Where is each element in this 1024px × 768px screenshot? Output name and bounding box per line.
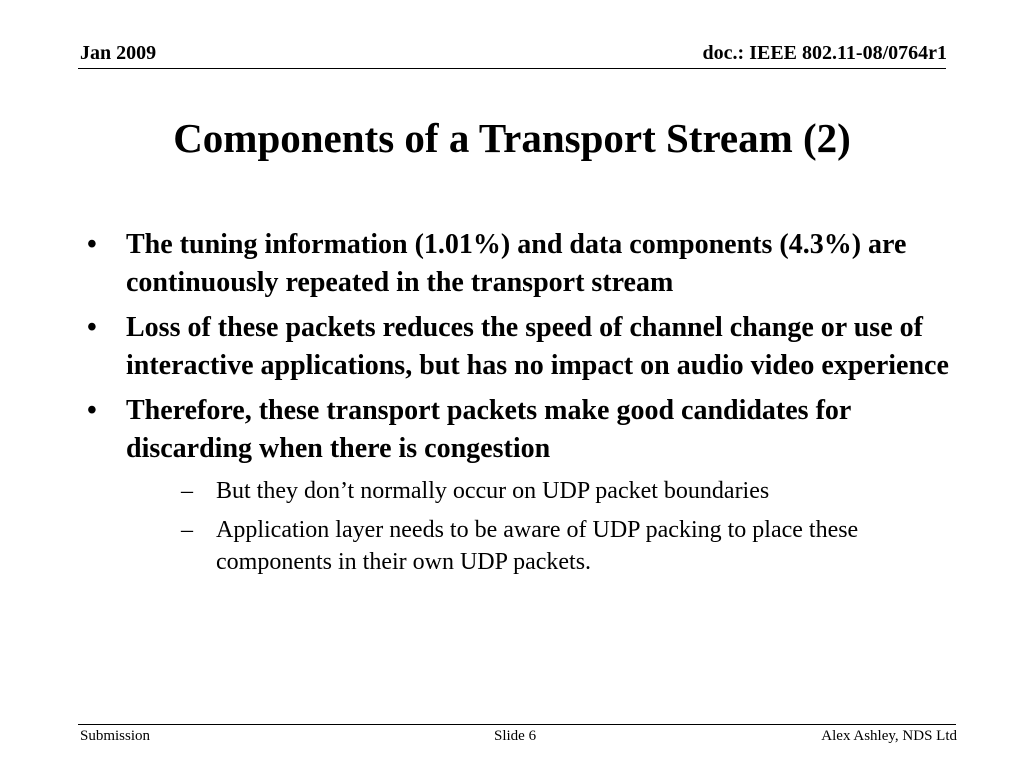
footer-author: Alex Ashley, NDS Ltd bbox=[821, 728, 957, 744]
bullet-item bbox=[80, 309, 950, 385]
sub-bullet-marker: – bbox=[181, 517, 193, 543]
slide-title: Components of a Transport Stream (2) bbox=[173, 115, 851, 161]
bullet-item bbox=[80, 226, 950, 302]
bullet-text: Loss of these packets reduces the speed of channel change or use of interactive applications, but has no impact on audio video experience bbox=[126, 312, 949, 381]
bullet-list bbox=[80, 226, 950, 585]
footer-slide-number: Slide 6 bbox=[494, 728, 537, 744]
bullet-marker: • bbox=[87, 395, 97, 426]
bullet-text: Therefore, these transport packets make good candidates for discarding when there is congestion bbox=[126, 395, 851, 464]
bullet-text: The tuning information (1.01%) and data components (4.3%) are continuously repeated in the transport stream bbox=[126, 229, 907, 298]
sub-bullet-item bbox=[126, 475, 950, 507]
sub-bullet-list bbox=[126, 475, 950, 578]
header-date: Jan 2009 bbox=[80, 42, 157, 64]
bullet-item bbox=[80, 392, 950, 578]
sub-bullet-text: Application layer needs to be aware of UDP packing to place these components in their own UDP packets. bbox=[216, 517, 859, 575]
footer-submission: Submission bbox=[80, 728, 151, 744]
bullet-marker: • bbox=[87, 312, 97, 343]
header-divider bbox=[78, 68, 946, 69]
header-doc-id: doc.: IEEE 802.11-08/0764r1 bbox=[702, 42, 947, 64]
sub-bullet-marker: – bbox=[181, 478, 193, 504]
bullet-marker: • bbox=[87, 229, 97, 260]
sub-bullet-text: But they don’t normally occur on UDP packet boundaries bbox=[216, 478, 770, 504]
sub-bullet-item bbox=[126, 514, 950, 578]
footer-divider bbox=[78, 724, 956, 725]
